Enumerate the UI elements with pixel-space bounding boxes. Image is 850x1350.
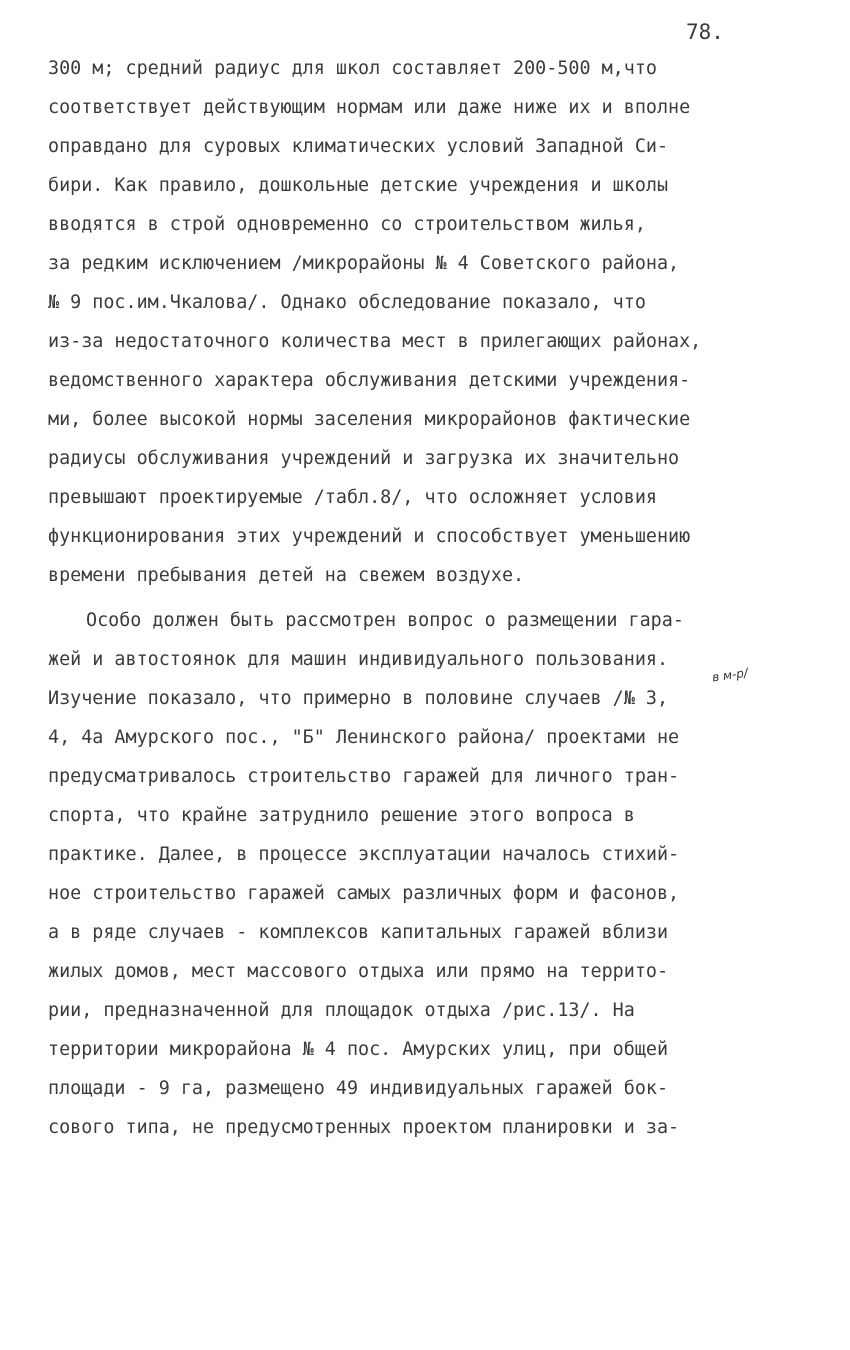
text-line: ми, более высокой нормы заселения микрорайонов фактические xyxy=(48,409,691,430)
text-line: жей и автостоянок для машин индивидуального пользования. xyxy=(48,649,669,670)
text-line: 4, 4а Амурского пос., "Б" Ленинского района/ проектами не xyxy=(48,727,680,748)
text-line: 300 м; средний радиус для школ составляет 200-500 м,что xyxy=(48,58,657,79)
text-line: территории микрорайона № 4 пос. Амурских улиц, при общей xyxy=(48,1039,669,1060)
text-line: радиусы обслуживания учреждений и загрузка их значительно xyxy=(48,448,680,469)
text-line: практике. Далее, в процессе эксплуатации началось стихий- xyxy=(48,844,680,865)
text-line: соответствует действующим нормам или даже ниже их и вполне xyxy=(48,97,691,118)
page-number: 78. xyxy=(686,20,724,44)
text-line: за редким исключением /микрорайоны № 4 Советского района, xyxy=(48,253,680,274)
handwritten-annotation: в м-р/ xyxy=(711,665,749,685)
text-line: жилых домов, мест массового отдыха или прямо на террито- xyxy=(48,961,669,982)
text-line: рии, предназначенной для площадок отдыха /рис.13/. На xyxy=(48,1000,635,1021)
text-line: функционирования этих учреждений и способствует уменьшению xyxy=(48,526,691,547)
text-line: а в ряде случаев - комплексов капитальных гаражей вблизи xyxy=(48,922,669,943)
text-line: оправдано для суровых климатических условий Западной Си- xyxy=(48,136,669,157)
text-line: времени пребывания детей на свежем воздухе. xyxy=(48,565,525,586)
text-line: предусматривалось строительство гаражей для личного тран- xyxy=(48,766,680,787)
text-line: превышают проектируемые /табл.8/, что осложняет условия xyxy=(48,487,657,508)
text-line: Особо должен быть рассмотрен вопрос о размещении гара- xyxy=(86,610,684,631)
text-line: бири. Как правило, дошкольные детские учреждения и школы xyxy=(48,175,669,196)
text-line: из-за недостаточного количества мест в прилегающих районах, xyxy=(48,331,702,352)
text-line: площади - 9 га, размещено 49 индивидуальных гаражей бок- xyxy=(48,1078,669,1099)
text-line: ведомственного характера обслуживания детскими учреждения- xyxy=(48,370,691,391)
text-line: вводятся в строй одновременно со строительством жилья, xyxy=(48,214,646,235)
text-line: спорта, что крайне затруднило решение этого вопроса в xyxy=(48,805,635,826)
text-line: Изучение показало, что примерно в половине случаев /№ 3, xyxy=(48,688,669,709)
text-line: № 9 пос.им.Чкалова/. Однако обследование показало, что xyxy=(48,292,646,313)
text-line: сового типа, не предусмотренных проектом планировки и за- xyxy=(48,1117,680,1138)
text-line: ное строительство гаражей самых различных форм и фасонов, xyxy=(48,883,680,904)
